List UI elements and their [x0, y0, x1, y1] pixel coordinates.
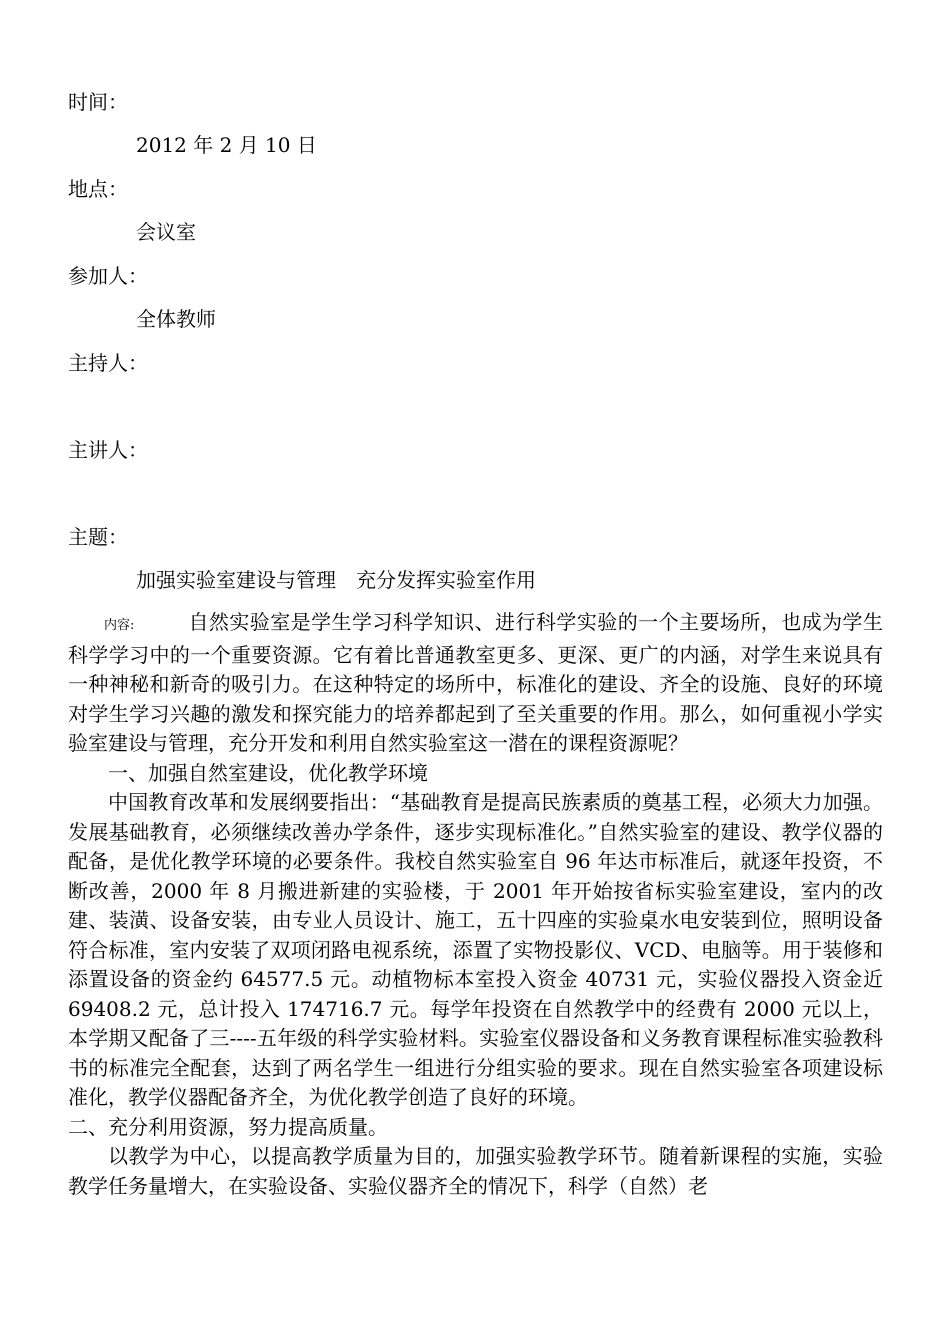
- intro-text: 自然实验室是学生学习科学知识、进行科学实验的一个主要场所，也成为学生科学学习中的一个重要资源。它有着比普通教室更多、更深、更广的内涵，对学生来说具有一种神秘和新奇的吸引力。在这种特定的场所中，标准化的建设、齐全的设施、良好的环境对学生学习兴趣的激发和探究能力的培养都起到了至关重要的作用。那么，如何重视小学实验室建设与管理，充分开发和利用自然实验室这一潜在的课程资源呢？: [68, 610, 883, 755]
- participants-label: 参加人：: [68, 264, 148, 288]
- intro-paragraph: [68, 608, 883, 759]
- content-body: [68, 608, 883, 1201]
- content-label: 内容:: [104, 618, 135, 633]
- host-label: 主持人：: [68, 351, 148, 375]
- place-value: 会议室: [136, 220, 196, 244]
- time-value: 2012 年 2 月 10 日: [136, 133, 317, 157]
- section2-heading: 二、充分利用资源，努力提高质量。: [68, 1114, 388, 1139]
- section1-paragraph: 中国教育改革和发展纲要指出：“基础教育是提高民族素质的奠基工程，必须大力加强。发展基础教育，必须继续改善办学条件，逐步实现标准化。”自然实验室的建设、教学仪器的配备，是优化教学环境的必要条件。我校自然实验室自 96 年达市标准后，就逐年投资，不断改善，2000 年 8 月搬进新建的实验楼，于 2001 年开始按省标实验室建设，室内的改建、装潢、设备安装，由专业人员设计、施工，五十四座的实验桌水电安装到位，照明设备符合标准，室内安装了双项闭路电视系统，添置了实物投影仪、VCD、电脑等。用于装修和添置设备的资金约 64577.5 元。动植物标本室投入资金 40731 元，实验仪器投入资金近 69408.2 元，总计投入 174716.7 元。每学年投资在自然教学中的经费有 2000 元以上，本学期又配备了三----五年级的科学实验材料。实验室仪器设备和义务教育课程标准实验教科书的标准完全配套，达到了两名学生一组进行分组实验的要求。现在自然实验室各项建设标准化，教学仪器配备齐全，为优化教学创造了良好的环境。: [68, 790, 883, 1109]
- section1-heading: 一、加强自然室建设，优化教学环境: [108, 760, 428, 785]
- section2-paragraph: 以教学为中心，以提高教学质量为目的，加强实验教学环节。随着新课程的实施，实验教学任务量增大，在实验设备、实验仪器齐全的情况下，科学（自然）老: [68, 1144, 883, 1198]
- place-label: 地点：: [68, 177, 128, 201]
- speaker-label: 主讲人：: [68, 438, 148, 462]
- theme-value: 加强实验室建设与管理 充分发挥实验室作用: [136, 568, 536, 592]
- participants-value: 全体教师: [136, 307, 216, 331]
- theme-label: 主题：: [68, 525, 128, 549]
- time-label: 时间：: [68, 90, 128, 114]
